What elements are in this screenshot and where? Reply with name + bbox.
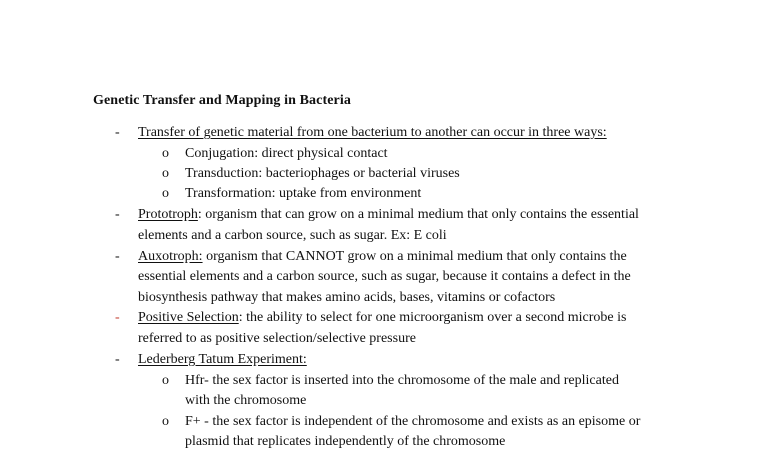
list-dash: - <box>115 249 120 264</box>
list-item-lederberg-tatum <box>138 350 307 370</box>
sub-item-continuation: plasmid that replicates independently of the chromosome <box>185 434 506 449</box>
definition-continuation: biosynthesis pathway that makes amino acids, bases, vitamins or cofactors <box>138 290 556 305</box>
list-dash: - <box>115 125 120 140</box>
sub-item-continuation: with the chromosome <box>185 393 307 408</box>
list-item-positive-selection <box>138 308 626 328</box>
sub-bullet: o <box>162 186 169 201</box>
list-dash: - <box>115 310 120 325</box>
sub-bullet: o <box>162 146 169 161</box>
underlined-term: Positive Selection <box>138 310 239 325</box>
definition-text: : organism that can grow on a minimal medium that only contains the essential <box>197 207 639 222</box>
sub-item-transformation: Transformation: uptake from environment <box>185 186 422 201</box>
sub-item-hfr: Hfr- the sex factor is inserted into the chromosome of the male and replicated <box>185 373 619 388</box>
definition-text: : the ability to select for one microorganism over a second microbe is <box>238 310 627 325</box>
list-dash: - <box>115 352 120 367</box>
sub-item-f-plus: F+ - the sex factor is independent of the chromosome and exists as an episome or <box>185 414 641 429</box>
list-item-auxotroph <box>138 247 627 267</box>
sub-bullet: o <box>162 166 169 181</box>
list-item-prototroph <box>138 205 639 225</box>
definition-continuation: referred to as positive selection/selective pressure <box>138 331 416 346</box>
document-title: Genetic Transfer and Mapping in Bacteria <box>93 93 351 108</box>
definition-continuation: elements and a carbon source, such as sugar. Ex: E coli <box>138 228 447 243</box>
definition-text: organism that CANNOT grow on a minimal medium that only contains the <box>202 249 627 264</box>
list-dash: - <box>115 207 120 222</box>
underlined-term: Auxotroph: <box>138 249 203 264</box>
sub-item-transduction: Transduction: bacteriophages or bacterial viruses <box>185 166 460 181</box>
list-item-transfer <box>138 123 607 143</box>
sub-bullet: o <box>162 414 169 429</box>
sub-bullet: o <box>162 373 169 388</box>
sub-item-conjugation: Conjugation: direct physical contact <box>185 146 388 161</box>
underlined-term: Prototroph <box>138 207 198 222</box>
definition-continuation: essential elements and a carbon source, such as sugar, because it contains a defect in the <box>138 269 631 284</box>
underlined-term: Transfer of genetic material from one bacterium to another can occur in three ways: <box>138 125 607 140</box>
underlined-term: Lederberg Tatum Experiment: <box>138 352 307 367</box>
